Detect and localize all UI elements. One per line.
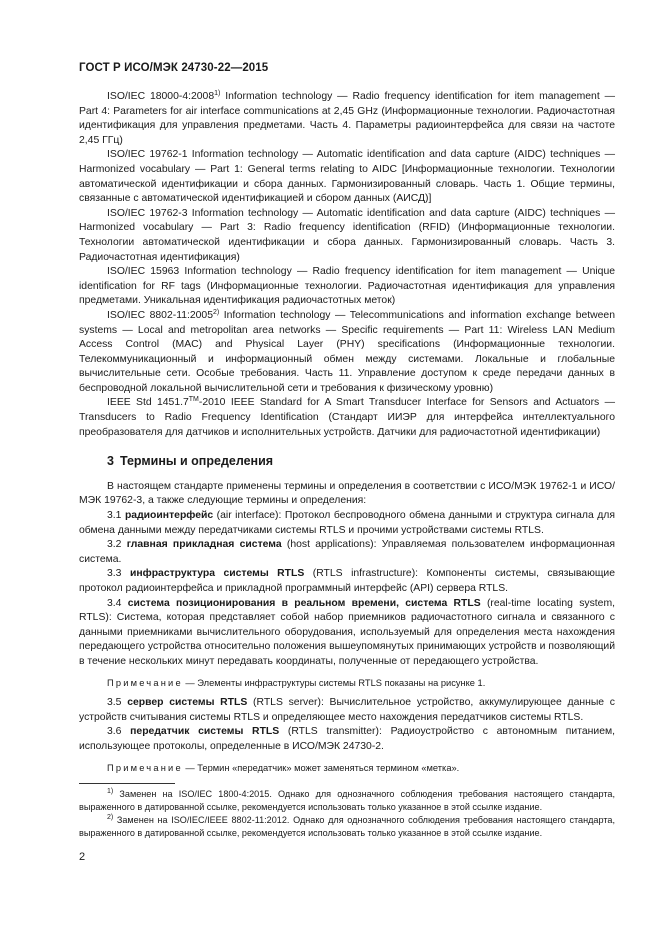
trademark-mark: TM [188, 396, 199, 404]
note-label: Примечание [107, 762, 183, 773]
footnote-item [79, 814, 615, 840]
note [79, 676, 615, 691]
footnote-mark: 1) [214, 90, 221, 97]
page-number: 2 [79, 851, 86, 863]
note-text: — Термин «передатчик» может заменяться термином «метка». [182, 762, 460, 773]
footnotes [79, 788, 615, 840]
reference-code: ISO/IEC 19762-1 [107, 149, 188, 161]
definition-text: (RTLS infrastructure): Компоненты системы, связывающие протокол радиоинтерфейса и прикладной программный интерфейс (API) сервера RTLS. [79, 568, 615, 594]
page-header: ГОСТ Р ИСО/МЭК 24730-22—2015 [79, 62, 269, 74]
reference-item [79, 207, 615, 265]
reference-code: ISO/IEC 8802-11:2005 [107, 309, 213, 321]
reference-item [79, 90, 615, 148]
footnote-mark: 2) [107, 814, 114, 822]
reference-item [79, 265, 615, 309]
note-text: — Элементы инфраструктуры системы RTLS показаны на рисунке 1. [182, 677, 486, 688]
definition-text: (air interface): Протокол беспроводного обмена данными и структура сигнала для обмена данными между передатчиками системы RTLS и прочими устройствами системы RTLS. [79, 510, 615, 536]
footnote-text: Заменен на ISO/IEC/IEEE 8802-11:2012. Однако для однозначного соблюдения требования настоящего стандарта, выраженного в датированной ссылке, рекомендуется использовать только указанное в этой ссылке издание. [79, 815, 615, 839]
reference-item [79, 396, 615, 440]
definition-item [79, 509, 615, 538]
footnote-mark: 2) [212, 308, 220, 316]
section-title: Термины и определения [119, 454, 274, 469]
note [79, 761, 615, 776]
definition-item [79, 696, 615, 725]
reference-item [79, 148, 615, 206]
definition-term: система позиционирования в реальном времени, система RTLS [127, 597, 481, 609]
definition-number: 3.1 [107, 510, 122, 522]
section-intro: В настоящем стандарте применены термины и определения в соответствии с ИСО/МЭК 19762-1 и ИСО/МЭК 19762-3, а также следующие термины и определения: [79, 480, 615, 507]
reference-text: Information technology — Radio frequency identification for item management — Part 4: Parameters for air interface communications at 2,45 GHz (Информационные технологии. Радиочастотная идентификация для управления предметами. Часть 4. Параметры радиоинтерфейса для связи на частоте 2,45 ГГц) [79, 91, 615, 146]
definition-number: 3.6 [107, 726, 122, 738]
footnote-divider [79, 783, 175, 784]
reference-text: Information technology — Automatic identification and data capture (AIDC) techniques — Harmonized vocabulary — Part 3: Radio frequency identification (RFID) (Информационные технологии. Технологии автоматической идентификации и сбора данных. Гармонизированный словарь. Часть 3. Радиочастотная идентификация) [79, 207, 615, 263]
definition-term: инфраструктура системы RTLS [129, 568, 305, 580]
definition-text: (RTLS server): Вычислительное устройство, аккумулирующее данные с устройств считывания системы RTLS и определяющее место нахождения передатчиков системы RTLS. [79, 697, 616, 723]
section-heading [107, 454, 615, 469]
definition-item [79, 567, 615, 596]
definition-number: 3.2 [107, 539, 122, 551]
reference-code: IEEE Std 1451.7 [107, 397, 189, 409]
definition-text: (real-time locating system, RTLS): Система, которая представляет собой набор приемников радиочастотного сигнала и связанного с данными приемниками вычислительного оборудования, используемый для определения места нахождения передающего устройства относительно положения вышеупомянутых принимающих устройств и позволяющий в течение нескольких минут передавать координаты, полученные от передающего устройства. [79, 597, 615, 667]
footnote-text: Заменен на ISO/IEC 1800-4:2015. Однако для однозначного соблюдения требования настоящего стандарта, выраженного в датированной ссылке, рекомендуется использовать только указанное в этой ссылке издание. [79, 789, 615, 813]
definition-item [79, 597, 615, 670]
footnote-item [79, 788, 615, 814]
definition-term: передатчик системы RTLS [130, 726, 280, 738]
document-body [79, 90, 615, 840]
definition-text: (RTLS transmitter): Радиоустройство с автономным питанием, использующее протоколы, определенные в ИСО/МЭК 24730-2. [79, 726, 615, 752]
definition-term: главная прикладная система [126, 539, 282, 551]
section-number: 3 [107, 454, 114, 469]
definition-term: сервер системы RTLS [127, 697, 248, 709]
definition-text: (host applications): Управляемая пользователем информационная система. [79, 539, 615, 565]
definition-term: радиоинтерфейс [124, 510, 214, 522]
definition-number: 3.4 [107, 597, 122, 609]
reference-code: ISO/IEC 19762-3 [107, 207, 188, 219]
reference-text: Information technology — Radio frequency identification for item management — Unique identification for RF tags (Информационные технологии. Радиочастотная идентификация для управления предметами. Уникальная идентификация радиочастотных меток) [79, 266, 616, 307]
note-label: Примечание [107, 677, 183, 688]
reference-code: ISO/IEC 18000-4:2008 [107, 91, 215, 102]
reference-code: ISO/IEC 15963 [107, 266, 180, 278]
reference-item [79, 309, 615, 397]
definition-number: 3.3 [107, 568, 122, 580]
reference-text: -2010 IEEE Standard for A Smart Transducer Interface for Sensors and Actuators — Transducers to Radio Frequency Identification (Стандарт ИИЭР для интерфейса интеллектуального преобразователя для датчиков и исполнительных устройств. Датчики для радиочастотной идентификации) [79, 397, 615, 438]
definitions-list [79, 480, 615, 775]
normative-references-list [79, 90, 615, 440]
footnote-mark: 1) [107, 788, 114, 796]
reference-text: Information technology — Telecommunications and information exchange between systems — Local and metropolitan area networks — Specific requirements — Part 11: Wireless LAN Medium Access Control (MAC) and Physical Layer (PHY) specifications (Информационные технологии. Телекоммуникационный и информационный обмен между системами. Локальные и глобальные вычислительные сети. Особые требования. Часть 11. Управление доступом к среде передачи данных в беспроводной локальной вычислительной сети и требования к физическому уровню) [79, 309, 615, 394]
definition-item [79, 538, 615, 567]
definition-number: 3.5 [107, 697, 122, 709]
reference-text: Information technology — Automatic identification and data capture (AIDC) techniques — Harmonized vocabulary — Part 1: General terms relating to AIDC [Информационные технологии. Технологии автоматической идентификации и сбора данных. Гармонизированный словарь. Часть 1. Общие термины, связанные с автоматической идентификацией и сбором данных (АИСД)] [79, 149, 615, 205]
definition-item [79, 725, 615, 754]
